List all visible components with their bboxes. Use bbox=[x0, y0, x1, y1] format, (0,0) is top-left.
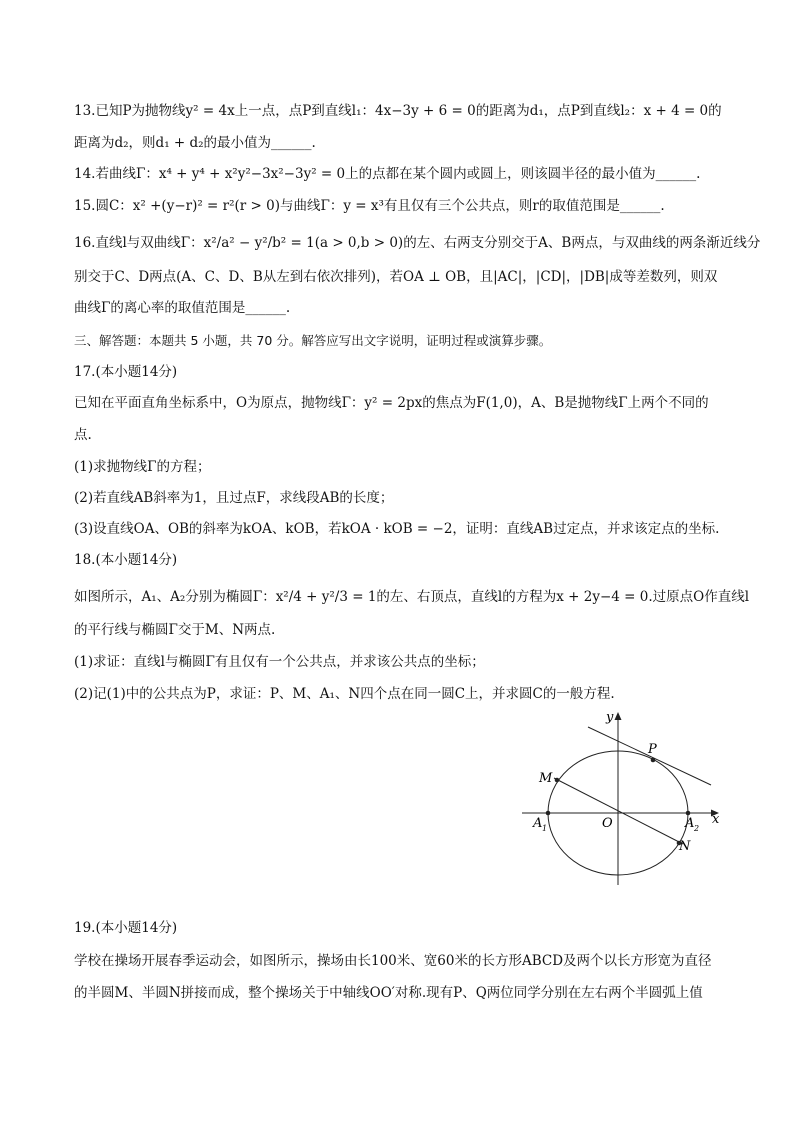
q19-heading: 19.(本小题14分) bbox=[74, 920, 178, 936]
label-n: N bbox=[679, 839, 691, 854]
q16-line-1: 16.直线l与双曲线Γ：x²/a² − y²/b² = 1(a > 0,b > 0)的左、右两支分别交于A、B两点，与双曲线的两条渐近线分 bbox=[74, 235, 761, 251]
q18-line-1: 如图所示，A₁、A₂分别为椭圆Γ：x²/4 + y²/3 = 1的左、右顶点，直线l的方程为x + 2y−4 = 0.过原点O作直线l bbox=[74, 589, 750, 605]
label-x: x bbox=[712, 812, 720, 827]
q18-part-1: (1)求证：直线l与椭圆Γ有且仅有一个公共点，并求该公共点的坐标； bbox=[74, 654, 485, 670]
label-a1-sub: 1 bbox=[542, 824, 548, 833]
q19-line-2: 的半圆M、半圆N拼接而成，整个操场关于中轴线OO′对称.现有P、Q两位同学分别在左右两个半圆弧上值 bbox=[74, 985, 703, 1001]
label-a2: A bbox=[685, 816, 695, 831]
q15-line: 15.圆C：x² +(y−r)² = r²(r > 0)与曲线Γ：y = x³有且仅有三个公共点，则r的取值范围是______. bbox=[74, 198, 665, 214]
q18-line-2: 的平行线与椭圆Γ交于M、N两点. bbox=[74, 622, 276, 638]
q18-heading: 18.(本小题14分) bbox=[74, 552, 178, 568]
q17-part-1: (1)求抛物线Γ的方程； bbox=[74, 459, 211, 475]
q17-line-2: 点. bbox=[74, 427, 92, 443]
point-m bbox=[555, 778, 560, 783]
q13-line-2: 距离为d₂，则d₁ + d₂的最小值为______. bbox=[74, 135, 316, 151]
point-p bbox=[651, 758, 656, 763]
label-o: O bbox=[602, 816, 613, 831]
q17-part-3: (3)设直线OA、OB的斜率为kOA、kOB，若kOA · kOB = −2，证明：直线AB过定点，并求该定点的坐标. bbox=[74, 521, 720, 537]
label-p: P bbox=[648, 742, 657, 757]
point-a1 bbox=[546, 811, 551, 816]
q19-line-1: 学校在操场开展春季运动会，如图所示，操场由长100米、宽60米的长方形ABCD及两个以长方形宽为直径 bbox=[74, 953, 712, 969]
q18-part-2: (2)记(1)中的公共点为P，求证：P、M、A₁、N四个点在同一圆C上，并求圆C的一般方程. bbox=[74, 686, 615, 702]
q14-line: 14.若曲线Γ：x⁴ + y⁴ + x²y²−3x²−3y² = 0上的点都在某个圆内或圆上，则该圆半径的最小值为______. bbox=[74, 166, 701, 182]
ellipse-figure bbox=[515, 705, 730, 890]
q17-heading: 17.(本小题14分) bbox=[74, 364, 178, 380]
section-3-heading: 三、解答题：本题共 5 小题，共 70 分。解答应写出文字说明，证明过程或演算步骤。 bbox=[74, 333, 552, 348]
label-a1: A bbox=[533, 816, 543, 831]
point-a2 bbox=[686, 811, 691, 816]
q17-part-2: (2)若直线AB斜率为1，且过点F，求线段AB的长度； bbox=[74, 490, 394, 506]
q16-line-2: 别交于C、D两点(A、C、D、B从左到右依次排列)，若OA ⊥ OB，且|AC|，|CD|，|DB|成等差数列，则双 bbox=[74, 269, 718, 285]
label-y: y bbox=[606, 710, 614, 725]
label-a2-sub: 2 bbox=[694, 824, 700, 833]
q16-line-3: 曲线Γ的离心率的取值范围是______. bbox=[74, 300, 291, 316]
q13-line-1: 13.已知P为抛物线y² = 4x上一点，点P到直线l₁：4x−3y + 6 = 0的距离为d₁，点P到直线l₂：x + 4 = 0的 bbox=[74, 103, 722, 119]
label-m: M bbox=[539, 771, 553, 786]
q17-line-1: 已知在平面直角坐标系中，O为原点，抛物线Γ：y² = 2px的焦点为F(1,0)，A、B是抛物线Γ上两个不同的 bbox=[74, 395, 709, 411]
y-axis-arrow-icon bbox=[615, 712, 622, 720]
